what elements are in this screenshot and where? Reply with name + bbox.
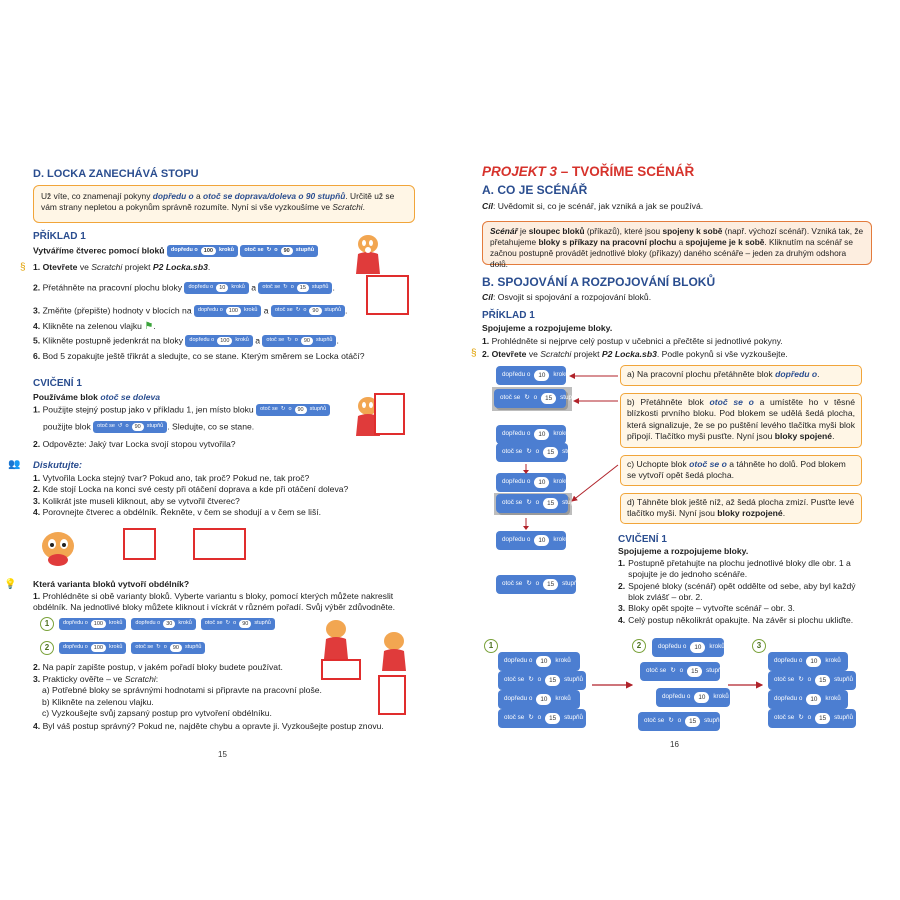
page-number: 15	[218, 750, 227, 759]
trail-square	[374, 393, 405, 435]
turn-right-icon: ↻	[524, 394, 530, 402]
example-step-2: 2. Přetáhněte na pracovní plochu bloky dopředu o 10 kroků a otoč se ↻ o 15 stupňů .	[33, 282, 335, 293]
left-page	[4, 155, 420, 765]
exercise-list	[618, 558, 866, 626]
example-step-5: 5. Klikněte postupně jedenkrát na bloky dopředu o 100 kroků a otoč se ↻ o 90 stupňů .	[33, 335, 339, 346]
block-turn-right[interactable]: otoč se ↻ o 90 stupňů	[256, 404, 330, 416]
block-forward[interactable]: dopředu o 100 kroků	[185, 335, 252, 347]
block-forward[interactable]: dopředu o 10 kroků	[184, 282, 248, 294]
note-a: a) Na pracovní plochu přetáhněte blok dopředu o.	[620, 365, 862, 386]
block-turn-right[interactable]: otoč se ↻ o 90 stupňů	[240, 245, 318, 257]
section-title: D. LOCKA ZANECHÁVÁ STOPU	[33, 168, 199, 180]
exercise-item: 4. Celý postup několikrát opakujte. Na závěr si plochu ukliďte.	[618, 614, 854, 625]
turn-right-icon: ↻	[283, 284, 288, 291]
block-forward[interactable]: dopředu o 10 kroků	[496, 473, 566, 492]
discussion-item: 1. Vytvořila Locka stejný tvar? Pokud ano, tak proč? Pokud ne, tak proč?	[33, 473, 310, 483]
block-turn[interactable]: otoč se ↻ o 15 stupňů	[638, 712, 720, 731]
intro-box	[33, 185, 415, 223]
page-number: 16	[670, 740, 679, 749]
block-forward[interactable]: dopředu o 30 kroků	[131, 618, 195, 630]
block-turn-right[interactable]: otoč se ↻ o 90 stupňů	[262, 335, 336, 347]
lightbulb-icon: 💡	[4, 579, 17, 590]
locka-face-illustration	[36, 526, 80, 570]
example-step-3: 3. Změňte (přepište) hodnoty v blocích na dopředu o 100 kroků a otoč se ↻ o 90 stupňů .	[33, 305, 348, 316]
block-turn[interactable]: otoč se ↻ o 15 stupňů	[496, 443, 568, 462]
goal-b: Cíl: Osvojit si spojování a rozpojování bloků.	[482, 292, 652, 302]
trail-square	[366, 275, 409, 315]
turn-left-icon: ↺	[117, 423, 123, 430]
intro-cmd-turn: otoč se doprava/doleva o 90 stupňů	[202, 191, 346, 201]
block-turn[interactable]: otoč se ↻ o 15 stupňů	[768, 671, 856, 690]
block-turn[interactable]: otoč se ↻ o 15 stupňů	[496, 494, 568, 513]
variant-option-1[interactable]	[40, 617, 275, 631]
scratch-file-icon: §	[471, 348, 477, 359]
block-forward[interactable]: dopředu o 10 kroků	[652, 638, 724, 657]
block-forward[interactable]: dopředu o 100 kroků	[59, 618, 126, 630]
variant-step-4: 4. Byl váš postup správný? Pokud ne, najděte chybu a opravte ji. Vyzkoušejte postup znovu.	[33, 721, 384, 731]
exercise-title: CVIČENÍ 1	[618, 534, 667, 545]
block-forward[interactable]: dopředu o 10 kroků	[768, 690, 848, 709]
turn-right-icon: ↻	[526, 499, 532, 507]
block-turn-right[interactable]: otoč se ↻ o 90 stupňů	[201, 618, 275, 630]
connector-arrows	[480, 355, 620, 515]
block-turn-right[interactable]: otoč se ↻ o 15 stupňů	[258, 282, 332, 294]
note-d: d) Táhněte blok ještě níž, až šedá plocha zmizí. Pusťte levé tlačítko myši. Nyní jsou bloky rozpojené.	[620, 493, 862, 524]
intro-scratch: Scratchi	[332, 202, 363, 213]
intro-text: Už víte, co znamenají pokyny	[41, 191, 153, 201]
turn-right-icon: ↻	[280, 406, 286, 413]
project-title: PROJEKT 3 – TVOŘÍME SCÉNÁŘ	[482, 164, 695, 179]
discussion-item: 2. Kde stojí Locka na konci své cesty při otáčení doprava a kde při otáčení doleva?	[33, 484, 349, 495]
turn-right-icon: ↻	[156, 644, 161, 651]
exercise-item: 2. Spojené bloky (scénář) opět oddělte od sebe, aby byl každý blok zvlášť – obr. 2.	[618, 580, 856, 603]
figure-number: 2	[632, 639, 646, 653]
block-forward[interactable]: dopředu o 10 kroků	[498, 690, 580, 709]
turn-right-icon: ↻	[225, 620, 231, 627]
exercise-item: 3. Bloky opět spojte – vytvořte scénář – obr. 3.	[618, 603, 795, 614]
block-forward[interactable]: dopředu o 10 kroků	[768, 652, 848, 671]
note-c: c) Uchopte blok otoč se o a táhněte ho dolů. Pod blokem se vytvoří opět šedá plocha.	[620, 455, 862, 486]
exercise-step-2: 2. Odpovězte: Jaký tvar Locka svojí stopou vytvořila?	[33, 439, 236, 449]
example-title: PŘÍKLAD 1	[482, 310, 535, 321]
block-turn-right[interactable]: otoč se ↻ o 90 stupňů	[131, 642, 205, 654]
intro-text: .	[362, 202, 365, 213]
section-a-title: A. CO JE SCÉNÁŘ	[482, 183, 588, 197]
intro-cmd-forward: dopředu o	[152, 191, 194, 201]
block-forward[interactable]: dopředu o 10 kroků	[656, 688, 730, 707]
block-forward[interactable]: dopředu o 100 kroků	[194, 305, 261, 317]
turn-right-icon: ↻	[266, 247, 272, 254]
example-step-1: 1. Otevřete ve Scratchi projekt P2 Locka.sb3.	[33, 262, 211, 272]
down-arrows	[520, 464, 532, 534]
rectangle-shape	[193, 528, 246, 560]
locka-cat-illustration	[316, 615, 356, 665]
turn-right-icon: ↻	[526, 448, 532, 456]
turn-right-icon: ↻	[526, 580, 532, 588]
exercise-step-1: 1. Použijte stejný postup jako v příkladu 1, jen místo bloku otoč se ↻ o 90 stupňů	[33, 404, 330, 416]
variant-title: Která varianta bloků vytvoří obdélník?	[33, 579, 190, 589]
exercise-step-1b: použijte blok otoč se ↺ o 90 stupňů . Sledujte, co se stane.	[43, 421, 255, 432]
variant-step-1: 1. Prohlédněte si obě varianty bloků. Vyberte variantu s bloky, pomocí kterých můžete nakreslit obdélník. Na jednotlivé bloky můžete kliknout i víckrát v různém pořadí. Svůj výběr zdůvodněte.	[33, 591, 396, 613]
rectangle-shape	[378, 675, 406, 715]
example-step-6: 6. Bod 5 zopakujte ještě třikrát a sledujte, co se stane. Kterým směrem se Locka otáčí?	[33, 351, 365, 361]
block-turn-right[interactable]: otoč se ↻ o 90 stupňů	[271, 305, 345, 317]
discussion-title: Diskutujte:	[33, 460, 83, 471]
block-turn[interactable]: otoč se ↻ o 15 stupňů	[498, 671, 586, 690]
exercise-subtitle: Používáme blok otoč se doleva	[33, 392, 161, 402]
block-turn[interactable]: otoč se ↻ o 15 stupňů	[768, 709, 856, 728]
intro-text: a	[193, 191, 203, 201]
scratch-file-icon: §	[20, 262, 26, 273]
turn-right-icon: ↻	[798, 714, 804, 722]
block-forward[interactable]: dopředu o 10 kroků	[496, 366, 566, 385]
block-turn[interactable]: otoč se ↻ o 15 stupňů	[494, 389, 566, 408]
figure-number: 1	[484, 639, 498, 653]
example-step-2: 2. Otevřete ve Scratchi projekt P2 Locka.sb3. Podle pokynů si vše vyzkoušejte.	[482, 349, 788, 359]
variant-substep-a: a) Potřebné bloky se správnými hodnotami si připravte na pracovní ploše.	[42, 685, 322, 696]
right-page	[471, 155, 872, 765]
example-step-4: 4. Klikněte na zelenou vlajku ⚑.	[33, 321, 156, 332]
discussion-item: 3. Kolikrát jste museli kliknout, aby se vytvořil čtverec?	[33, 495, 240, 506]
note-b: b) Přetáhněte blok otoč se o a umístěte ho v těsné blízkosti prvního bloku. Pod blokem se udělá šedá plocha, která signalizuje, že se po puštění levého tlačítka myši blok připojí. Tlačítko myši pusťte. Nyní jsou bloky spojené.	[620, 393, 862, 448]
discussion-list	[33, 473, 418, 518]
variant-step-3: 3. Prakticky ověřte – ve Scratchi: a) Potřebné bloky se správnými hodnotami si připravte na pracovní ploše. b) Klikněte na zelenou vlajku. c) Vyzkoušejte svůj zapsaný postup pro vytvoření obdélníku.	[33, 674, 333, 719]
block-forward[interactable]: dopředu o 10 kroků	[496, 425, 566, 444]
block-forward[interactable]: dopředu o 100 kroků	[59, 642, 126, 654]
exercise-subtitle: Spojujeme a rozpojujeme bloky.	[618, 546, 749, 556]
option-number: 2	[40, 641, 54, 655]
square-shape	[123, 528, 156, 560]
turn-right-icon: ↻	[670, 667, 676, 675]
block-turn[interactable]: otoč se ↻ o 15 stupňů	[498, 709, 586, 728]
turn-right-icon: ↻	[287, 337, 292, 344]
turn-right-icon: ↻	[668, 717, 674, 725]
example-subtitle-text: Vytváříme čtverec pomocí bloků	[33, 245, 165, 256]
block-forward[interactable]: dopředu o 100 kroků	[167, 245, 238, 257]
variant-option-2[interactable]	[40, 641, 205, 655]
rectangle-shape	[321, 659, 361, 680]
example-subtitle: Spojujeme a rozpojujeme bloky.	[482, 323, 613, 333]
goal-a: Cíl: Uvědomit si, co je scénář, jak vzniká a jak se používá.	[482, 201, 704, 211]
example-subtitle	[33, 245, 318, 257]
discussion-item: 4. Porovnejte čtverec a obdélník. Řekněte, v čem se shodují a v čem se liší.	[33, 507, 322, 518]
green-flag-icon[interactable]: ⚑	[144, 321, 154, 332]
block-forward[interactable]: dopředu o 10 kroků	[496, 531, 566, 550]
block-turn-left[interactable]: otoč se ↺ o 90 stupňů	[93, 421, 167, 433]
intro-text: . Určitě už se vám strany nepletou a pokynům správně rozumíte. Nyní si vše vyzkoušíme ve	[41, 191, 395, 213]
variant-step-2: 2. Na papír zapište postup, v jakém pořadí bloky budete používat.	[33, 662, 283, 672]
definition-box: Scénář je sloupec bloků (příkazů), které jsou spojeny k sobě (např. výchozí scénář). Vzniká tak, že přetahujeme bloky s příkazy na pracovní plochu a spojujeme je k sobě. Kliknutím na scénář se začnou postupně provádět jednotlivé bloky (příkazy) daného scénáře – jeden za druhým odshora dolů.	[482, 221, 872, 265]
variant-substep-c: c) Vyzkoušejte svůj zapsaný postup pro vytvoření obdélníku.	[42, 708, 272, 719]
variant-substep-b: b) Klikněte na zelenou vlajku.	[42, 696, 154, 707]
figure-arrows	[590, 675, 770, 695]
block-turn[interactable]: otoč se ↻ o 15 stupňů	[496, 575, 576, 594]
turn-right-icon: ↻	[528, 676, 534, 684]
turn-right-icon: ↻	[798, 676, 804, 684]
locka-cat-illustration	[376, 627, 412, 675]
turn-right-icon: ↻	[528, 714, 534, 722]
block-forward[interactable]: dopředu o 10 kroků	[498, 652, 580, 671]
block-turn[interactable]: otoč se ↻ o 15 stupňů	[640, 662, 720, 681]
section-b-title: B. SPOJOVÁNÍ A ROZPOJOVÁNÍ BLOKŮ	[482, 275, 716, 289]
option-number: 1	[40, 617, 54, 631]
locka-cat-illustration	[348, 230, 388, 278]
exercise-title: CVIČENÍ 1	[33, 378, 82, 389]
example-title: PŘÍKLAD 1	[33, 231, 86, 242]
figure-number: 3	[752, 639, 766, 653]
discussion-icon: 👥	[8, 459, 21, 470]
turn-right-icon: ↻	[295, 307, 301, 314]
example-step-1: 1. Prohlédněte si nejprve celý postup v učebnici a přečtěte si jednotlivé pokyny.	[482, 336, 783, 346]
exercise-item: 1. Postupně přetahujte na plochu jednotlivé bloky dle obr. 1 a spojujte je do jednoho scénáře.	[618, 558, 851, 580]
